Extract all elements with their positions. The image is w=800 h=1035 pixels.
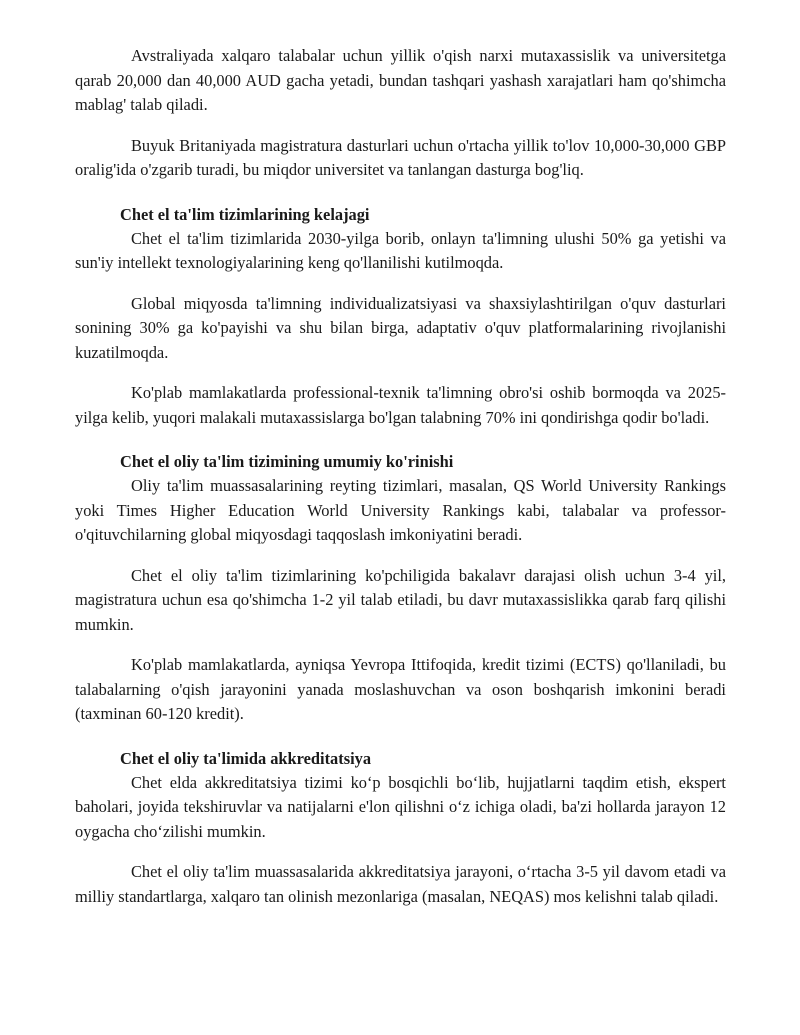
paragraph: Ko'plab mamlakatlarda, ayniqsa Yevropa Ittifoqida, kredit tizimi (ECTS) qo'llaniladi, bu talabalarning o'qish jarayonini yanada moslashuvchan va oson boshqarish imkonini beradi (taxminan 60-120 kredit).: [75, 655, 726, 723]
paragraph: Avstraliyada xalqaro talabalar uchun yillik o'qish narxi mutaxassislik va universitetga qarab 20,000 dan 40,000 AUD gacha yetadi, bundan tashqari yashash xarajatlari ham qo'shimcha mablag' talab qiladi.: [75, 46, 726, 114]
paragraph: Buyuk Britaniyada magistratura dasturlari uchun o'rtacha yillik to'lov 10,000-30,000 GBP oralig'ida o'zgarib turadi, bu miqdor universitet va tanlangan dasturga bog'liq.: [75, 135, 726, 179]
paragraph: Oliy ta'lim muassasalarining reyting tizimlari, masalan, QS World University Rankings yoki Times Higher Education World University Rankings kabi, talabalar va professor-o'qituvchilarning global miqyosdagi taqqoslash imkoniyatini beradi.: [75, 476, 726, 544]
paragraph: Chet el oliy ta'lim muassasalarida akkreditatsiya jarayoni, o‘rtacha 3-5 yil davom etadi va milliy standartlarga, xalqaro tan olinish mezonlariga (masalan, NEQAS) mos kelishni talab qiladi.: [75, 862, 726, 906]
paragraph: Chet el oliy ta'lim tizimlarining ko'pchiligida bakalavr darajasi olish uchun 3-4 yil, magistratura uchun esa qo'shimcha 1-2 yil talab etiladi, bu davr mutaxassislikka qarab farq qilishi mumkin.: [75, 565, 726, 634]
paragraph: Global miqyosda ta'limning individualizatsiyasi va shaxsiylashtirilgan o'quv dasturlari sonining 30% ga ko'payishi va shu bilan birga, adaptativ o'quv platformalarining rivojlanishi kuzatilmoqda.: [75, 293, 726, 362]
section-heading: Chet el oliy ta'limida akkreditatsiya: [120, 748, 372, 768]
document-page: [75, 44, 726, 925]
paragraph: Chet elda akkreditatsiya tizimi ko‘p bosqichli bo‘lib, hujjatlarni taqdim etish, ekspert baholari, joyida tekshiruvlar va natijalarni e'lon qilishni o‘z ichiga oladi, ba'zi hollarda jarayon 12 oygacha cho‘zilishi mumkin.: [75, 772, 726, 841]
section-heading: Chet el oliy ta'lim tizimining umumiy ko'rinishi: [120, 452, 454, 471]
section-heading: Chet el ta'lim tizimlarining kelajagi: [120, 204, 370, 224]
paragraph: Chet el ta'lim tizimlarida 2030-yilga borib, onlayn ta'limning ulushi 50% ga yetishi va sun'iy intellekt texnologiyalarining keng qo'llanilishi kutilmoqda.: [75, 228, 726, 272]
paragraph: Ko'plab mamlakatlarda professional-texnik ta'limning obro'si oshib bormoqda va 2025-yilga kelib, yuqori malakali mutaxassislarga bo'lgan talabning 70% ini qondirishga qodir bo'ladi.: [75, 383, 726, 427]
